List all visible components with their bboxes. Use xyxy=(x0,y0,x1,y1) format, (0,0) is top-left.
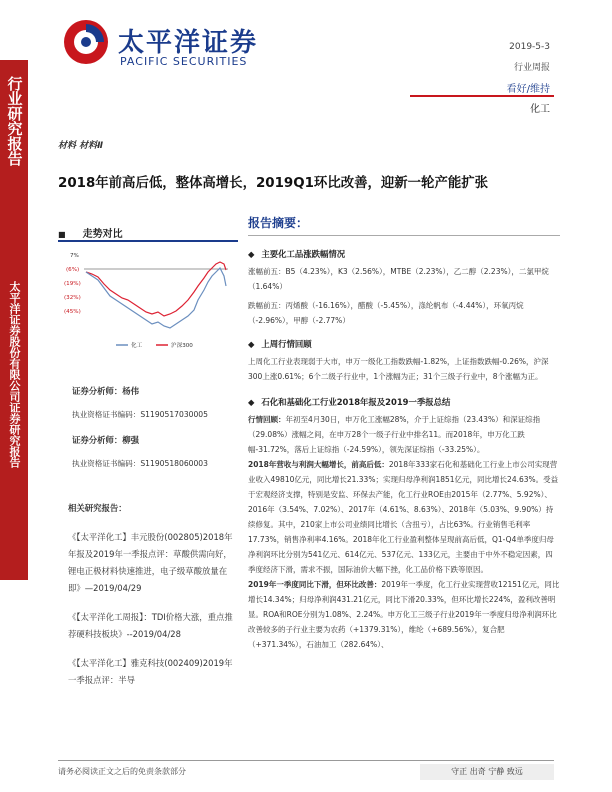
sidebar-label-top: 行业研究报告 xyxy=(5,76,24,166)
brand-name-en: PACIFIC SECURITIES xyxy=(120,55,248,68)
trend-chart xyxy=(58,240,238,362)
section-title: ◆ 主要化工品涨跌幅情况 xyxy=(248,249,346,259)
analyst-1-license: 执业资格证书编码：S1190517030005 xyxy=(72,410,208,419)
brand-name-cn: 太平洋证券 xyxy=(118,28,259,58)
related-reports xyxy=(68,500,238,689)
footer-motto: 守正 出奇 宁静 致远 xyxy=(420,764,554,780)
related-heading: 相关研究报告： xyxy=(68,503,127,513)
analyst-2-license: 执业资格证书编码：S1190518060003 xyxy=(72,459,208,468)
report-date: 2019-5-3 xyxy=(509,42,550,52)
market-review-paragraph: 上周化工行业表现弱于大市，申万一级化工指数跌幅-1.82%，上证指数跌幅-0.26%，沪深300上涨0.61%；6个二级子行业中，1个涨幅为正；31个三级子行业中，8个涨幅为正。 xyxy=(248,357,549,381)
trend-heading: ■ 走势对比 xyxy=(58,229,123,240)
company-logo xyxy=(62,18,110,66)
sidebar-label-bottom: 太平洋证券股份有限公司证券研究报告 xyxy=(8,281,21,468)
gainers-paragraph: 涨幅前五：B5（4.23%），K3（2.56%），MTBE（2.23%），乙二醇（2.23%），二氯甲烷（1.64%） xyxy=(248,267,549,291)
sector-label: 化工 xyxy=(530,104,550,115)
y-tick-label: 7% xyxy=(70,253,79,259)
footer-disclaimer: 请务必阅读正文之后的免责条款部分 xyxy=(58,767,186,776)
rating: 看好/维持 xyxy=(506,84,550,95)
legend-chemical: 化工 xyxy=(131,343,143,349)
analyst-1 xyxy=(72,383,242,423)
related-item[interactable]: 《【太平洋化工周报】：TDI价格大涨，重点推荐硬科技板块》--2019/04/28 xyxy=(68,612,233,639)
related-item[interactable]: 《【太平洋化工】雅克科技(002409)2019年一季报点评：半导 xyxy=(68,658,233,685)
y-tick-label: (19%) xyxy=(64,281,81,287)
section-title: ◆ 上周行情回顾 xyxy=(248,339,312,349)
report-type: 行业周报 xyxy=(513,63,550,73)
review-paragraph: 行情回顾：年初至4月30日，申万化工涨幅28%，介于上证综指（23.43%）和深证综指（29.08%）涨幅之间，在申万28个一级子行业中排名11。而2018年，申万化工跌幅-31.72%，落后上证综指（-24.59%），领先深证综指（-33.25%）。 xyxy=(248,415,541,454)
y-tick-label: (45%) xyxy=(64,309,81,315)
y-tick-label: (6%) xyxy=(66,267,80,273)
sidebar xyxy=(0,60,28,580)
summary-heading: 报告摘要： xyxy=(248,214,560,236)
header-rule xyxy=(410,95,554,97)
analyst-2-name: 证券分析师：柳强 xyxy=(72,435,139,445)
analyst-2 xyxy=(72,432,242,472)
analyst-1-name: 证券分析师：杨伟 xyxy=(72,386,139,396)
footer-rule xyxy=(58,760,554,761)
legend-hs300: 沪深300 xyxy=(171,343,193,349)
page-title: 2018年前高后低，整体高增长，2019Q1环比改善，迎新一轮产能扩张 xyxy=(58,176,489,191)
related-item[interactable]: 《【太平洋化工】丰元股份(002805)2018年年报及2019年一季报点评：草酸供需向好，锂电正极材料快速推进，电子级草酸放量在即》—2019/04/29 xyxy=(68,532,233,593)
breadcrumb: 材料 材料Ⅱ xyxy=(58,141,104,151)
earnings-paragraph: 2018年营收与利润大幅增长，前高后低：2018年333家石化和基础化工行业上市公司实现营业收入49810亿元，同比增长21.33%；实现归母净利润1851亿元，同比增长24.63%。受益于宏观经济支撑，特别是安监、环保去产能，化工行业ROE由2015年（2.77%、5.92%）、2016年（3.54%、7.02%）、2017年（4.61%、8.63%）、2018年（5.03%、9.90%）持续修复。其中，210家上市公司业绩同比增长（含扭亏），占比63%。行业销售毛利率17.73%，销售净利率4.16%。2018年化工行业盈利整体呈现前高后低，Q1-Q4单季度归母净利润环比分别为541亿元、614亿元、537亿元、133亿元，主要由于中外不稳定因素，四季度经济下滑，需求不振，国际油价大幅下挫，化工品价格下跌等原因。 xyxy=(248,460,559,574)
q1-paragraph: 2019年一季度同比下滑，但环比改善：2019年一季度，化工行业实现营收12151亿元，同比增长14.34%；归母净利润431.21亿元，同比下滑20.33%，但环比增长224%，盈利改善明显。ROA和ROE分别为1.08%、2.24%。申万化工三级子行业2019年一季度归母净利润环比改善较多的子行业主要为农药（+1379.31%），维纶（+689.56%），复合肥（+371.34%），石油加工（282.64%）、 xyxy=(248,580,560,649)
summary xyxy=(248,214,560,742)
losers-paragraph: 跌幅前五：丙烯酸（-16.16%），醋酸（-5.45%），涤纶帆布（-4.44%），环氧丙烷（-2.96%），甲醇（-2.77%） xyxy=(248,301,524,325)
y-tick-label: (32%) xyxy=(64,295,81,301)
section-title: ◆ 石化和基础化工行业2018年报及2019一季报总结 xyxy=(248,397,451,407)
